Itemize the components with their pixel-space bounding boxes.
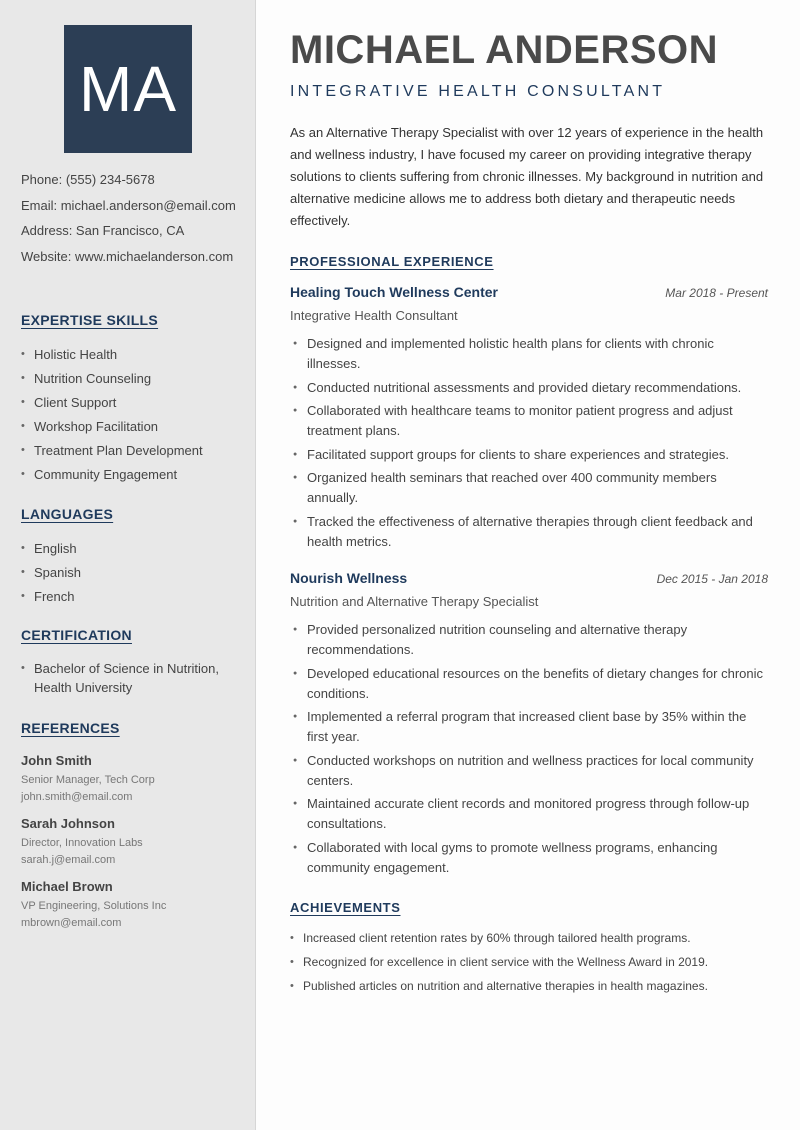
- reference-email: john.smith@email.com: [21, 791, 133, 803]
- sidebar: [0, 0, 256, 1130]
- list-item: • Bachelor of Science in Nutrition, Health University: [21, 659, 251, 697]
- list-item: ● Maintained accurate client records and monitored progress through follow-up consultations.: [290, 794, 768, 834]
- job-company: Healing Touch Wellness Center: [290, 284, 498, 300]
- certification-heading: CERTIFICATION: [21, 627, 132, 643]
- reference-name: Sarah Johnson: [21, 816, 115, 831]
- list-item: • English: [21, 540, 251, 564]
- list-item: • Client Support: [21, 394, 251, 418]
- list-item: ● Collaborated with local gyms to promote wellness programs, enhancing community engagement.: [290, 838, 768, 878]
- languages-heading: LANGUAGES: [21, 506, 114, 522]
- job-title: Nutrition and Alternative Therapy Specialist: [290, 594, 539, 609]
- list-item: • Workshop Facilitation: [21, 418, 251, 442]
- list-item: • French: [21, 588, 251, 612]
- list-item: ● Tracked the effectiveness of alternative therapies through client feedback and health metrics.: [290, 512, 768, 552]
- list-item: ● Conducted nutritional assessments and provided dietary recommendations.: [290, 378, 768, 398]
- reference-email: mbrown@email.com: [21, 917, 122, 929]
- list-item: • Spanish: [21, 564, 251, 588]
- job-dates: Dec 2015 - Jan 2018: [656, 572, 768, 586]
- reference-name: John Smith: [21, 753, 92, 768]
- reference-title: Senior Manager, Tech Corp: [21, 774, 155, 786]
- list-item: • Treatment Plan Development: [21, 442, 251, 466]
- profile-summary: As an Alternative Therapy Specialist with over 12 years of experience in the health and wellness industry, I have focused my career on providing integrative therapy solutions to clients suffering from chronic illnesses. My background in nutrition and alternative medicine allows me to address both dietary and therapeutic needs effectively.: [290, 125, 764, 228]
- references-heading: REFERENCES: [21, 720, 120, 736]
- reference-title: VP Engineering, Solutions Inc: [21, 900, 167, 912]
- skills-heading: EXPERTISE SKILLS: [21, 312, 159, 328]
- list-item: ● Organized health seminars that reached over 400 community members annually.: [290, 468, 768, 508]
- contact-website: Website: www.michaelanderson.com: [21, 248, 234, 264]
- list-item: ● Facilitated support groups for clients to share experiences and strategies.: [290, 445, 768, 465]
- list-item: ● Designed and implemented holistic health plans for clients with chronic illnesses.: [290, 334, 768, 374]
- achievements-list: [290, 928, 770, 1000]
- reference-item: [21, 878, 251, 941]
- references-list: [21, 752, 251, 941]
- job-entry: [290, 570, 768, 881]
- contact-address: Address: San Francisco, CA: [21, 223, 185, 238]
- certification-list: [21, 659, 251, 697]
- list-item: ● Provided personalized nutrition counseling and alternative therapy recommendations.: [290, 620, 768, 660]
- reference-email: sarah.j@email.com: [21, 854, 116, 866]
- job-bullets: [290, 620, 768, 878]
- reference-title: Director, Innovation Labs: [21, 837, 143, 849]
- list-item: • Recognized for excellence in client service with the Wellness Award in 2019.: [290, 952, 770, 976]
- list-item: • Holistic Health: [21, 346, 251, 370]
- list-item: ● Implemented a referral program that increased client base by 35% within the first year.: [290, 707, 768, 747]
- list-item: ● Collaborated with healthcare teams to monitor patient progress and adjust treatment plans.: [290, 401, 768, 441]
- contact-email: Email: michael.anderson@email.com: [21, 197, 236, 213]
- skills-list: [21, 346, 251, 490]
- list-item: • Community Engagement: [21, 466, 251, 490]
- monogram-avatar: MA: [64, 25, 192, 153]
- contact-phone: Phone: (555) 234-5678: [21, 172, 155, 187]
- languages-list: [21, 540, 251, 612]
- list-item: ● Conducted workshops on nutrition and wellness practices for local community centers.: [290, 751, 768, 791]
- list-item: • Published articles on nutrition and alternative therapies in health magazines.: [290, 976, 770, 1000]
- reference-name: Michael Brown: [21, 879, 113, 894]
- reference-item: [21, 815, 251, 878]
- job-dates: Mar 2018 - Present: [665, 286, 768, 300]
- reference-item: [21, 752, 251, 815]
- job-bullets: [290, 334, 768, 552]
- contact-info: [21, 171, 251, 273]
- experience-heading: PROFESSIONAL EXPERIENCE: [290, 254, 494, 269]
- list-item: ● Developed educational resources on the benefits of dietary changes for chronic conditions.: [290, 664, 768, 704]
- job-entry: [290, 284, 768, 555]
- list-item: • Increased client retention rates by 60% through tailored health programs.: [290, 928, 770, 952]
- candidate-role: INTEGRATIVE HEALTH CONSULTANT: [290, 83, 666, 100]
- candidate-name: MICHAEL ANDERSON: [290, 28, 719, 72]
- achievements-heading: ACHIEVEMENTS: [290, 900, 401, 915]
- list-item: • Nutrition Counseling: [21, 370, 251, 394]
- job-company: Nourish Wellness: [290, 570, 408, 586]
- job-title: Integrative Health Consultant: [290, 308, 458, 323]
